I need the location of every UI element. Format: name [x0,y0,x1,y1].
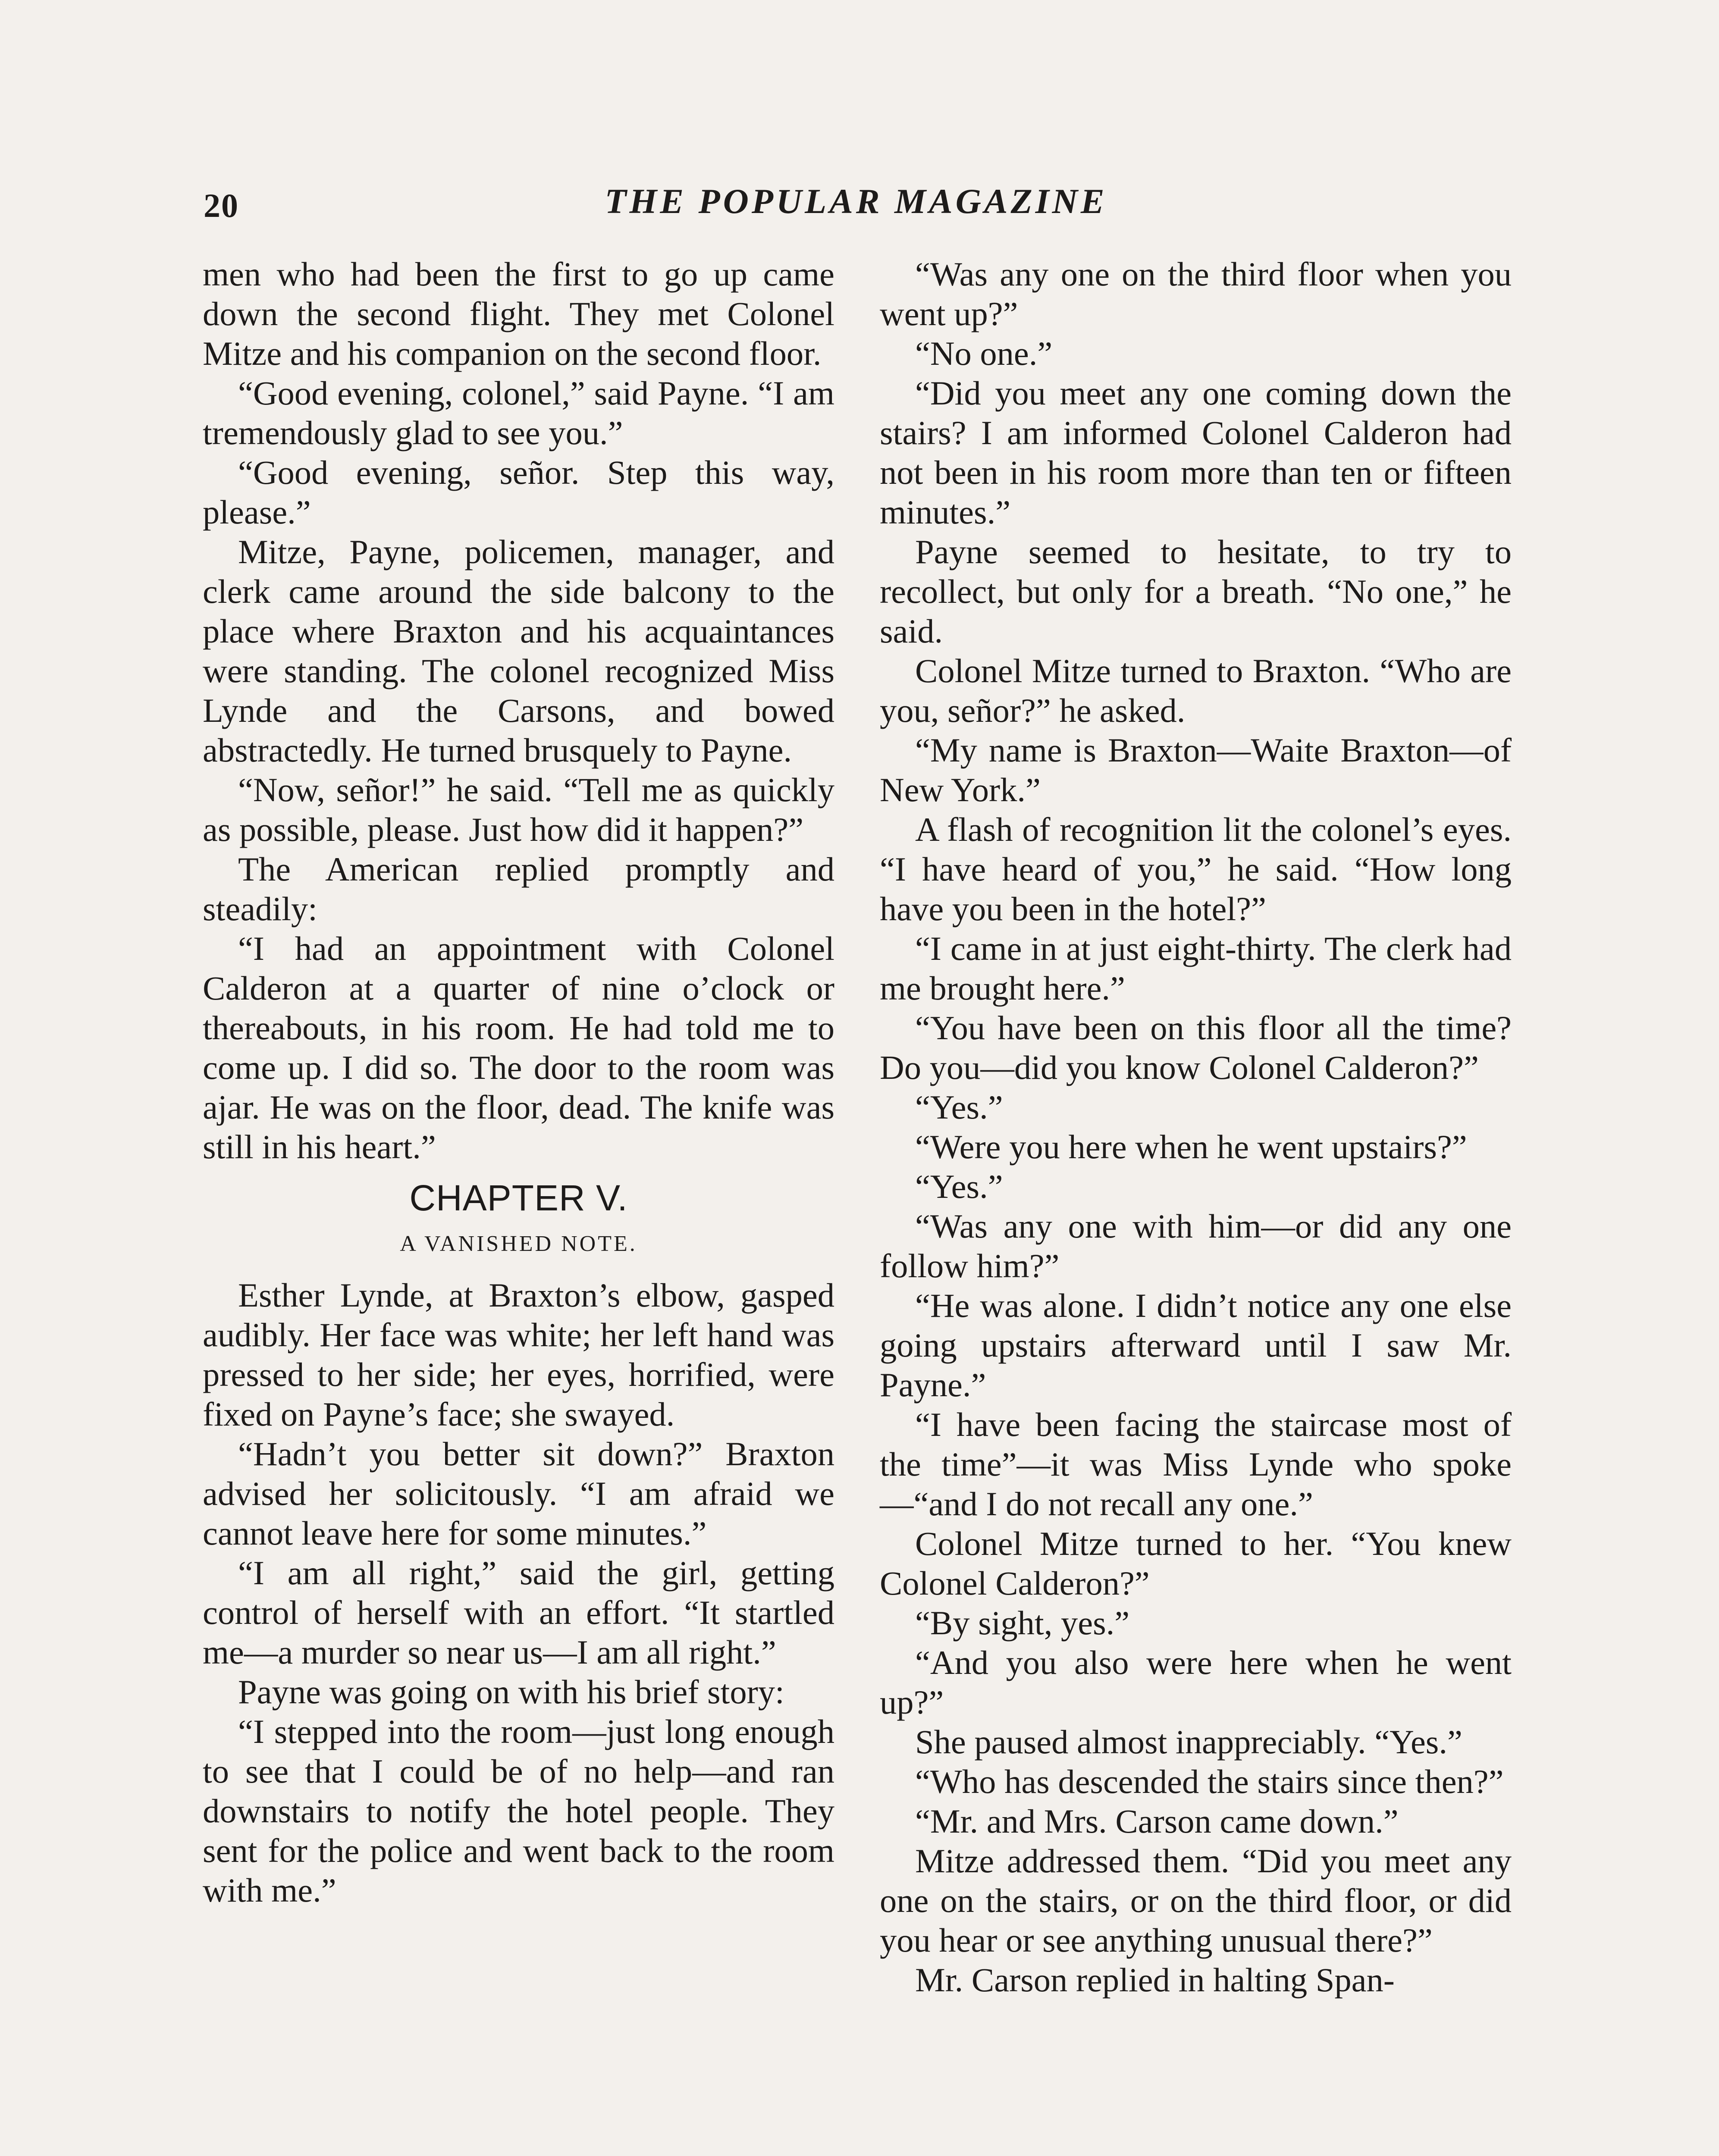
paragraph: “Was any one with him—or did any one follow him?” [880,1207,1512,1285]
paragraph: “Hadn’t you better sit down?” Braxton advised her solicitously. “I am afraid we cannot leave here for some minutes.” [203,1435,834,1552]
paragraph: “My name is Braxton—Waite Braxton—of New York.” [880,731,1512,808]
paragraph: Colonel Mitze turned to Braxton. “Who are you, señor?” he asked. [880,652,1512,729]
paragraph: Payne was going on with his brief story: [238,1673,784,1711]
paragraph: “I have been facing the staircase most of the time”—it was Miss Lynde who spoke—“and I do not recall any one.” [880,1406,1512,1523]
running-head: THE POPULAR MAGAZINE [605,182,1107,221]
paragraph: “Who has descended the stairs since then?” [915,1763,1504,1800]
paragraph: Payne seemed to hesitate, to try to recollect, but only for a breath. “No one,” he said. [880,533,1512,650]
right-column [880,254,1512,2000]
paragraph: “I am all right,” said the girl, getting control of herself with an effort. “It startled me—a murder so near us—I am all right.” [203,1554,834,1671]
paragraph: “No one.” [915,335,1053,372]
page-number: 20 [204,187,239,224]
paragraph: Esther Lynde, at Braxton’s elbow, gasped audibly. Her face was white; her left hand was pressed to her side; her eyes, horrified, were fixed on Payne’s face; she swayed. [203,1276,834,1433]
paragraph: “And you also were here when he went up?” [880,1644,1512,1721]
paragraph: “Good evening, colonel,” said Payne. “I am tremendously glad to see you.” [203,374,834,451]
paragraph: Mitze, Payne, policemen, manager, and clerk came around the side balcony to the place where Braxton and his acquaintances were standing. The colonel recognized Miss Lynde and the Carsons, and bowed abstractedly. He turned brusquely to Payne. [203,533,834,769]
paragraph: “I had an appointment with Colonel Calderon at a quarter of nine o’clock or thereabouts, in his room. He had told me to come up. I did so. The door to the room was ajar. He was on the floor, dead. The knife was still in his heart.” [203,930,834,1166]
paragraph: “Yes.” [915,1168,1003,1205]
left-column [203,254,834,1910]
paragraph: “Now, señor!” he said. “Tell me as quickly as possible, please. Just how did it happen?” [203,771,834,848]
paragraph: “Mr. and Mrs. Carson came down.” [915,1802,1399,1840]
paragraph: “Yes.” [915,1088,1003,1126]
paragraph: “Were you here when he went upstairs?” [915,1128,1467,1166]
paragraph: “I stepped into the room—just long enough to see that I could be of no help—and ran downstairs to notify the hotel people. They sent for the police and went back to the room with me.” [203,1713,834,1909]
paragraph: She paused almost inappreciably. “Yes.” [915,1723,1462,1761]
paragraph: Colonel Mitze turned to her. “You knew Colonel Calderon?” [880,1525,1512,1602]
paragraph: “I came in at just eight-thirty. The clerk had me brought here.” [880,930,1512,1007]
paragraph: “By sight, yes.” [915,1604,1130,1642]
paragraph: Mitze addressed them. “Did you meet any one on the stairs, or on the third floor, or did you hear or see anything unusual there?” [880,1842,1512,1959]
paragraph: “You have been on this floor all the time? Do you—did you know Colonel Calderon?” [880,1009,1512,1086]
chapter-subtitle: A VANISHED NOTE. [400,1232,637,1256]
paragraph: “Good evening, señor. Step this way, please.” [203,454,834,531]
paragraph: men who had been the first to go up came down the second flight. They met Colonel Mitze and his companion on the second floor. [203,255,834,372]
paragraph: “Did you meet any one coming down the stairs? I am informed Colonel Calderon had not been in his room more than ten or fifteen minutes.” [880,374,1512,531]
paragraph: “He was alone. I didn’t notice any one else going upstairs afterward until I saw Mr. Payne.” [880,1287,1512,1404]
paragraph: A flash of recognition lit the colonel’s eyes. “I have heard of you,” he said. “How long have you been in the hotel?” [880,811,1512,928]
paragraph: Mr. Carson replied in halting Span- [915,1961,1395,1999]
paragraph: “Was any one on the third floor when you went up?” [880,255,1512,332]
paragraph: The American replied promptly and steadily: [203,850,834,928]
chapter-title: CHAPTER V. [409,1178,628,1218]
